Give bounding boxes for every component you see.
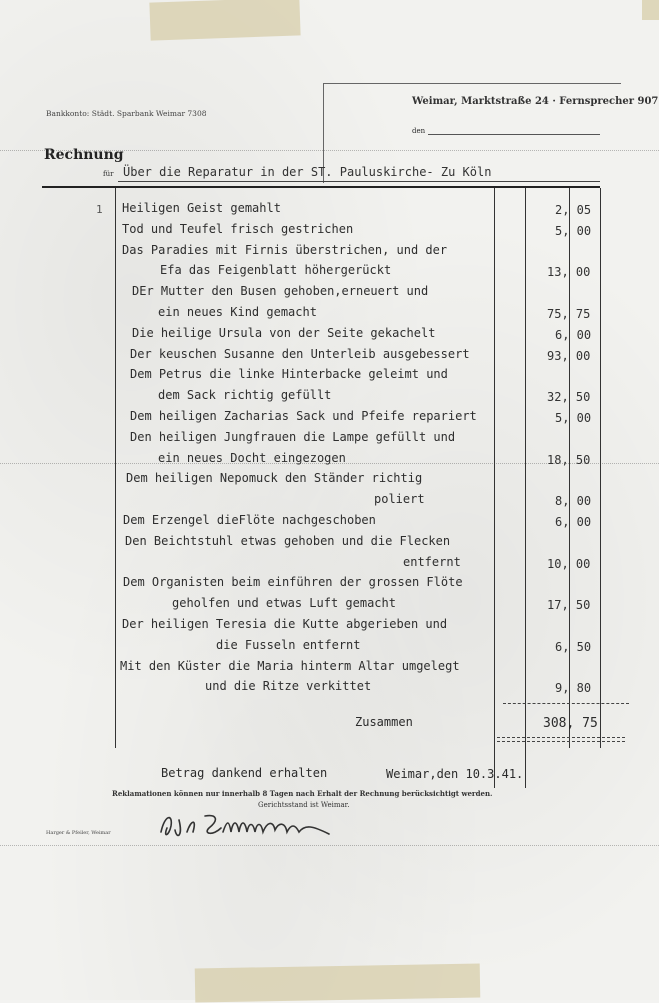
item-amount: 93, 00 [547, 348, 591, 363]
item-description: Der keuschen Susanne den Unterleib ausgebessert [130, 346, 470, 361]
item-description: poliert [374, 492, 425, 507]
item-description: Tod und Teufel frisch gestrichen [122, 221, 354, 236]
invoice-subject: Über die Reparatur in der ST. Pauluskirche- Zu Köln [123, 165, 492, 179]
subject-underline [118, 181, 600, 182]
item-amount: 17, 50 [547, 598, 591, 613]
item-amount: 2, 05 [555, 203, 592, 217]
item-amount: 18, 50 [547, 452, 591, 467]
item-description: Mit den Küster die Maria hinterm Altar umgelegt [120, 658, 460, 673]
for-label: für [103, 170, 114, 178]
received-note: Betrag dankend erhalten [161, 766, 328, 780]
bank-account: Bankkonto: Städt. Sparbank Weimar 7308 [46, 109, 207, 118]
tape-bottom [195, 964, 481, 1003]
sum-double-rule [497, 741, 625, 742]
item-description: Efa das Feigenblatt höhergerückt [160, 263, 392, 278]
position-number: 1 [96, 203, 103, 216]
table-top-rule [42, 186, 600, 188]
sum-rule [503, 703, 629, 704]
business-address: Weimar, Marktstraße 24 · Fernsprecher 907 [412, 96, 659, 107]
signature [157, 806, 357, 846]
item-amount: 13, 00 [547, 265, 591, 280]
printer-imprint: Harger & Pfeiler, Weimar [46, 830, 111, 836]
amount-column-rule [525, 188, 526, 788]
item-amount: 6, 50 [555, 639, 592, 654]
item-description: Dem Erzengel dieFlöte nachgeschoben [123, 513, 376, 527]
item-amount: 9, 80 [555, 681, 592, 696]
header-frame [323, 83, 621, 84]
item-description: entfernt [403, 554, 461, 569]
item-amount: 10, 00 [547, 556, 591, 571]
item-description: Dem heiligen Zacharias Sack und Pfeife repariert [130, 409, 477, 423]
date-label: den [412, 127, 426, 135]
sum-double-rule [497, 737, 625, 738]
item-amount: 75, 75 [547, 307, 591, 321]
item-description: ein neues Docht eingezogen [158, 450, 346, 465]
item-description: und die Ritze verkittet [205, 679, 372, 694]
item-description: Der heiligen Teresia die Kutte abgerieben und [122, 617, 448, 631]
item-amount: 6, 00 [555, 515, 592, 529]
place-date: Weimar,den 10.3.41. [386, 767, 524, 781]
item-description: Dem heiligen Nepomuck den Ständer richtig [126, 471, 423, 486]
item-description: geholfen und etwas Luft gemacht [172, 596, 396, 611]
complaints-note: Reklamationen können nur innerhalb 8 Tagen nach Erhalt der Rechnung berücksichtigt werden. [112, 789, 493, 798]
invoice-title: Rechnung [44, 147, 124, 163]
item-amount: 5, 00 [555, 411, 592, 425]
item-description: Dem Organisten beim einführen der grossen Flöte [123, 575, 463, 590]
text-column-rule [494, 188, 495, 788]
item-description: dem Sack richtig gefüllt [158, 388, 332, 403]
item-description: Das Paradies mit Firnis überstrichen, und der [122, 242, 448, 257]
item-description: DEr Mutter den Busen gehoben,erneuert und [132, 284, 429, 299]
jurisdiction-note: Gerichtsstand ist Weimar. [258, 801, 350, 809]
item-description: Dem Petrus die linke Hinterbacke geleimt und [130, 367, 448, 382]
item-amount: 6, 00 [555, 327, 592, 342]
table-right-rule [600, 188, 601, 748]
item-description: Den heiligen Jungfrauen die Lampe gefüllt und [130, 429, 456, 444]
tape-top [149, 0, 300, 41]
item-description: Heiligen Geist gemahlt [122, 201, 281, 215]
position-column-rule [115, 188, 116, 748]
total-label: Zusammen [355, 715, 413, 729]
date-line [428, 134, 600, 135]
item-amount: 5, 00 [555, 223, 592, 238]
item-description: ein neues Kind gemacht [158, 305, 317, 319]
item-description: die Fusseln entfernt [216, 637, 361, 652]
item-amount: 32, 50 [547, 390, 591, 405]
total-amount: 308, 75 [543, 716, 598, 731]
item-amount: 8, 00 [555, 494, 592, 509]
item-description: Die heilige Ursula von der Seite gekachelt [132, 325, 436, 340]
tape-corner [642, 0, 659, 20]
item-description: Den Beichtstuhl etwas gehoben und die Flecken [125, 533, 451, 548]
